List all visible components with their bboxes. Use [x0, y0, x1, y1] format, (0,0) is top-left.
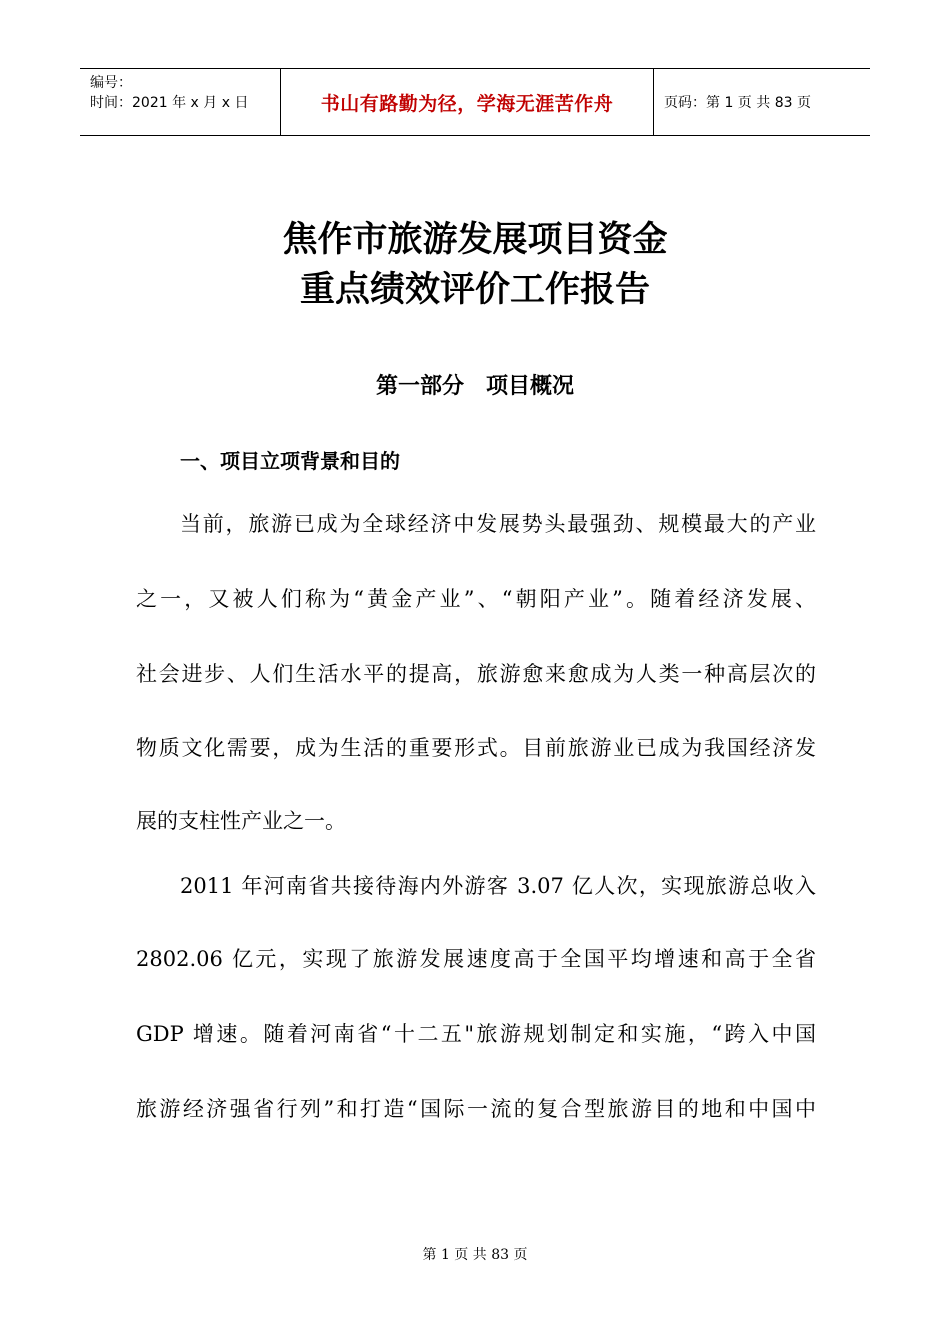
header-page-info: 页码：第 1 页 共 83 页 — [664, 95, 811, 111]
paragraph-line: 2011 年河南省共接待海内外游客 3.07 亿人次，实现旅游总收入 — [180, 874, 816, 898]
header-motto: 书山有路勤为径，学海无涯苦作舟 — [281, 69, 654, 135]
number-label: 编号： — [90, 75, 132, 91]
part-heading: 第一部分 项目概况 — [375, 374, 574, 399]
paragraph-line: GDP 增速。随着河南省“十二五"旅游规划制定和实施，“跨入中国 — [136, 1022, 816, 1046]
paragraph-line: 物质文化需要，成为生活的重要形式。目前旅游业已成为我国经济发 — [136, 736, 816, 760]
paragraph-line: 社会进步、人们生活水平的提高，旅游愈来愈成为人类一种高层次的 — [136, 662, 816, 686]
paragraph-line: 2802.06 亿元，实现了旅游发展速度高于全国平均增速和高于全省 — [136, 947, 816, 971]
paragraph-line: 旅游经济强省行列”和打造“国际一流的复合型旅游目的地和中国中 — [136, 1097, 816, 1121]
document-title-line-1: 焦作市旅游发展项目资金 — [282, 220, 668, 260]
section-heading: 一、项目立项背景和目的 — [180, 449, 400, 473]
time-label: 时间：2021 年 x 月 x 日 — [90, 95, 249, 111]
header-meta-cell — [80, 69, 281, 135]
document-title-line-2: 重点绩效评价工作报告 — [299, 270, 650, 310]
paragraph-line: 之一，又被人们称为“黄金产业”、“朝阳产业”。随着经济发展、 — [136, 587, 816, 611]
paragraph-line: 展的支柱性产业之一。 — [136, 809, 346, 833]
paragraph-line: 当前，旅游已成为全球经济中发展势头最强劲、规模最大的产业 — [180, 512, 816, 536]
header-table — [80, 68, 870, 136]
page-footer: 第 1 页 共 83 页 — [422, 1247, 528, 1263]
